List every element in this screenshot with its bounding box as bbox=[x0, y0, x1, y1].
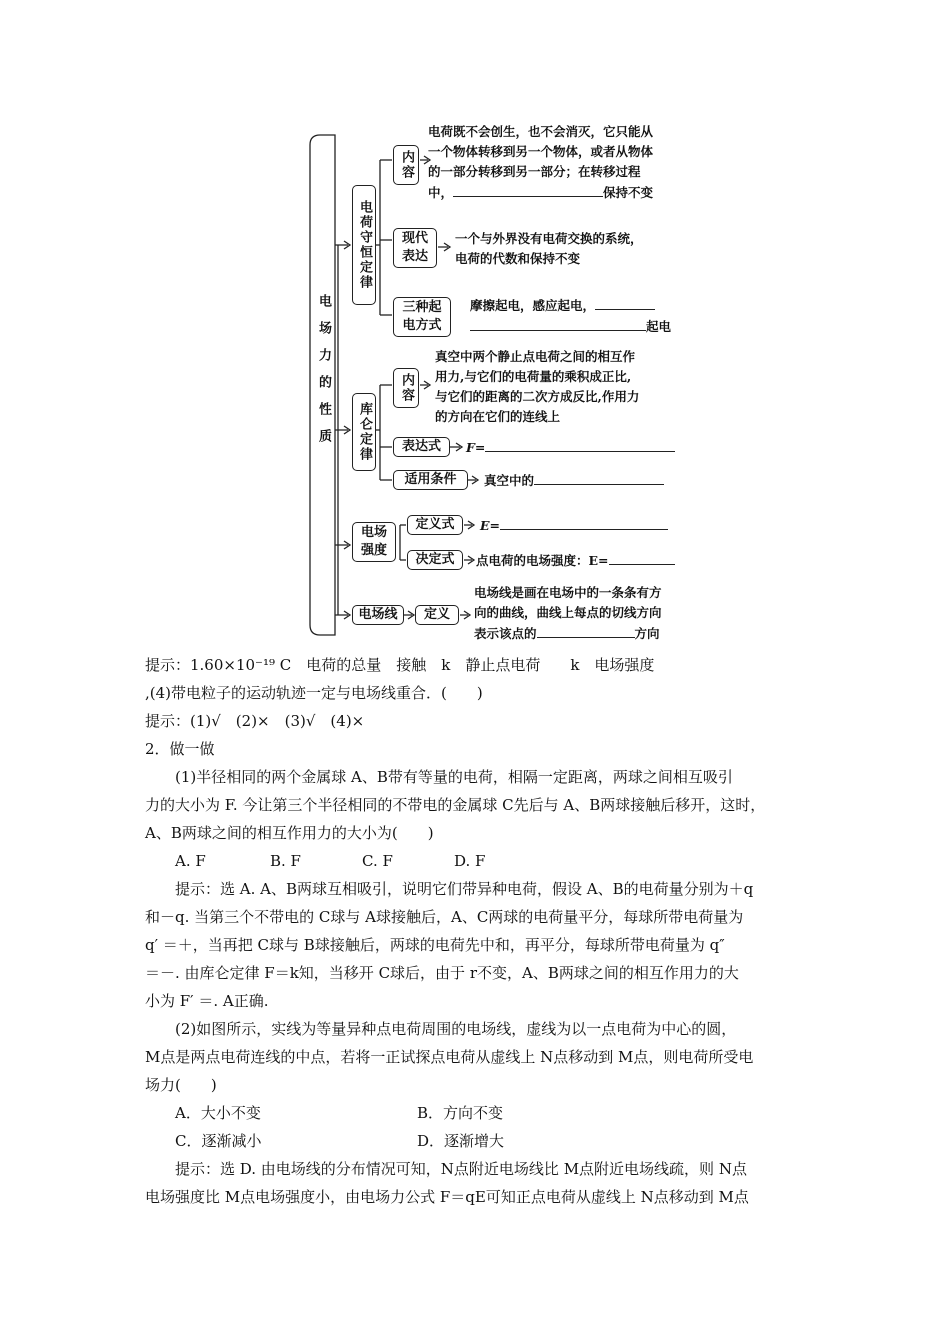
modern-expression-box: 现代表达 bbox=[393, 228, 437, 268]
charge-conservation-content: 电荷既不会创生，也不会消灭，它只能从 一个物体转移到另一个物体，或者从物体 的一部分转移到另一部分；在转移过程 中， 保持不变 bbox=[428, 124, 654, 200]
option-d: D. F bbox=[454, 852, 486, 870]
option-c: C．逐渐减小 bbox=[175, 1132, 262, 1150]
formula-box: 表达式 bbox=[393, 437, 450, 457]
charging-methods-box: 三种起电方式 bbox=[393, 297, 451, 337]
answer-2-line-2: 电场强度比 M点电场强度小，由电场力公式 F＝qE可知正点电荷从虚线上 N点移动到 M点 bbox=[145, 1188, 749, 1206]
field-line-definition: 电场线是画在电场中的一条条有方 向的曲线，曲线上每点的切线方向 表示该点的 方向 bbox=[474, 585, 662, 641]
problem-2-line-3: 场力( ) bbox=[145, 1076, 217, 1094]
answer-1-line-3: q′ ＝＋，当再把 C球与 B球接触后，两球的电荷先中和，再平分，每球所带电荷量为 q″ bbox=[145, 936, 725, 954]
field-line-box: 电场线 bbox=[352, 605, 404, 625]
answer-1-line-4: ＝－. 由库仑定律 F＝k知，当移开 C球后，由于 r不变，A、B两球之间的相互作用力的大 bbox=[145, 964, 739, 982]
hint-2: 提示：(1)√ (2)× (3)√ (4)× bbox=[145, 712, 365, 730]
field-line-definition-box: 定义 bbox=[415, 605, 459, 625]
field-strength-box: 电场强度 bbox=[352, 522, 396, 562]
problem-2-line-2: M点是两点电荷连线的中点，若将一正试探点电荷从虚线上 N点移动到 M点，则电荷所受电 bbox=[145, 1048, 754, 1066]
answer-1-line-5: 小为 F′ ＝. A正确. bbox=[145, 992, 269, 1010]
problem-1-line-1: (1)半径相同的两个金属球 A、B带有等量的电荷，相隔一定距离，两球之间相互吸引 bbox=[175, 768, 733, 786]
question-4: ,(4)带电粒子的运动轨迹一定与电场线重合．( ) bbox=[145, 684, 483, 702]
answer-2-line-1: 提示：选 D. 由电场线的分布情况可知，N点附近电场线比 M点附近电场线疏，则 N点 bbox=[175, 1160, 747, 1178]
answer-1-line-2: 和－q. 当第三个不带电的 C球与 A球接触后，A、C两球的电荷量平分，每球所带电荷量为 bbox=[145, 908, 744, 926]
problem-2-options-row-1 bbox=[175, 1099, 855, 1127]
hint-1: 提示：1.60×10⁻¹⁹ C 电荷的总量 接触 k 静止点电荷 k 电场强度 bbox=[145, 656, 655, 674]
coulomb-content-text: 真空中两个静止点电荷之间的相互作 用力,与它们的电荷量的乘积成正比, 与它们的距离的二次方成反比,作用力 的方向在它们的连线上 bbox=[435, 349, 640, 424]
answer-1-line-1: 提示：选 A. A、B两球互相吸引，说明它们带异种电荷，假设 A、B的电荷量分别为＋q bbox=[175, 880, 754, 898]
option-d: D．逐渐增大 bbox=[417, 1132, 505, 1150]
option-a: A. F bbox=[175, 852, 206, 870]
condition-box: 适用条件 bbox=[393, 470, 468, 490]
determining-formula: 点电荷的电场强度：E= bbox=[476, 550, 676, 571]
problem-1-line-2: 力的大小为 F. 今让第三个半径相同的不带电的金属球 C先后与 A、B两球接触后移开，这时， bbox=[145, 796, 766, 814]
option-c: C. F bbox=[362, 852, 393, 870]
problem-2-line-1: (2)如图所示，实线为等量异种点电荷周围的电场线，虚线为以一点电荷为中心的圆， bbox=[175, 1020, 737, 1038]
root-label: 电场力的性质 bbox=[312, 235, 334, 515]
charge-conservation-box: 电荷守恒定律 bbox=[352, 185, 376, 305]
definition-formula: E= bbox=[480, 515, 670, 536]
charging-methods-text: 摩擦起电，感应起电， 起电 bbox=[470, 295, 680, 337]
option-a: A．大小不变 bbox=[175, 1104, 261, 1122]
coulomb-formula: F= bbox=[466, 437, 676, 458]
coulomb-content-box: 内容 bbox=[393, 368, 419, 408]
determining-formula-box: 决定式 bbox=[407, 550, 463, 570]
problem-2-options-row-2 bbox=[175, 1127, 855, 1155]
content-box: 内容 bbox=[393, 145, 419, 185]
definition-formula-box: 定义式 bbox=[407, 515, 463, 535]
option-b: B. F bbox=[270, 852, 301, 870]
section-heading: 2．做一做 bbox=[145, 740, 215, 758]
condition-text: 真空中的 bbox=[484, 470, 680, 491]
problem-1-line-3: A、B两球之间的相互作用力的大小为( ) bbox=[145, 824, 434, 842]
coulomb-law-box: 库仑定律 bbox=[352, 393, 376, 471]
problem-1-options bbox=[175, 847, 855, 875]
concept-map bbox=[300, 125, 680, 645]
modern-expression-text: 一个与外界没有电荷交换的系统， 电荷的代数和保持不变 bbox=[455, 231, 643, 266]
option-b: B．方向不变 bbox=[417, 1104, 504, 1122]
